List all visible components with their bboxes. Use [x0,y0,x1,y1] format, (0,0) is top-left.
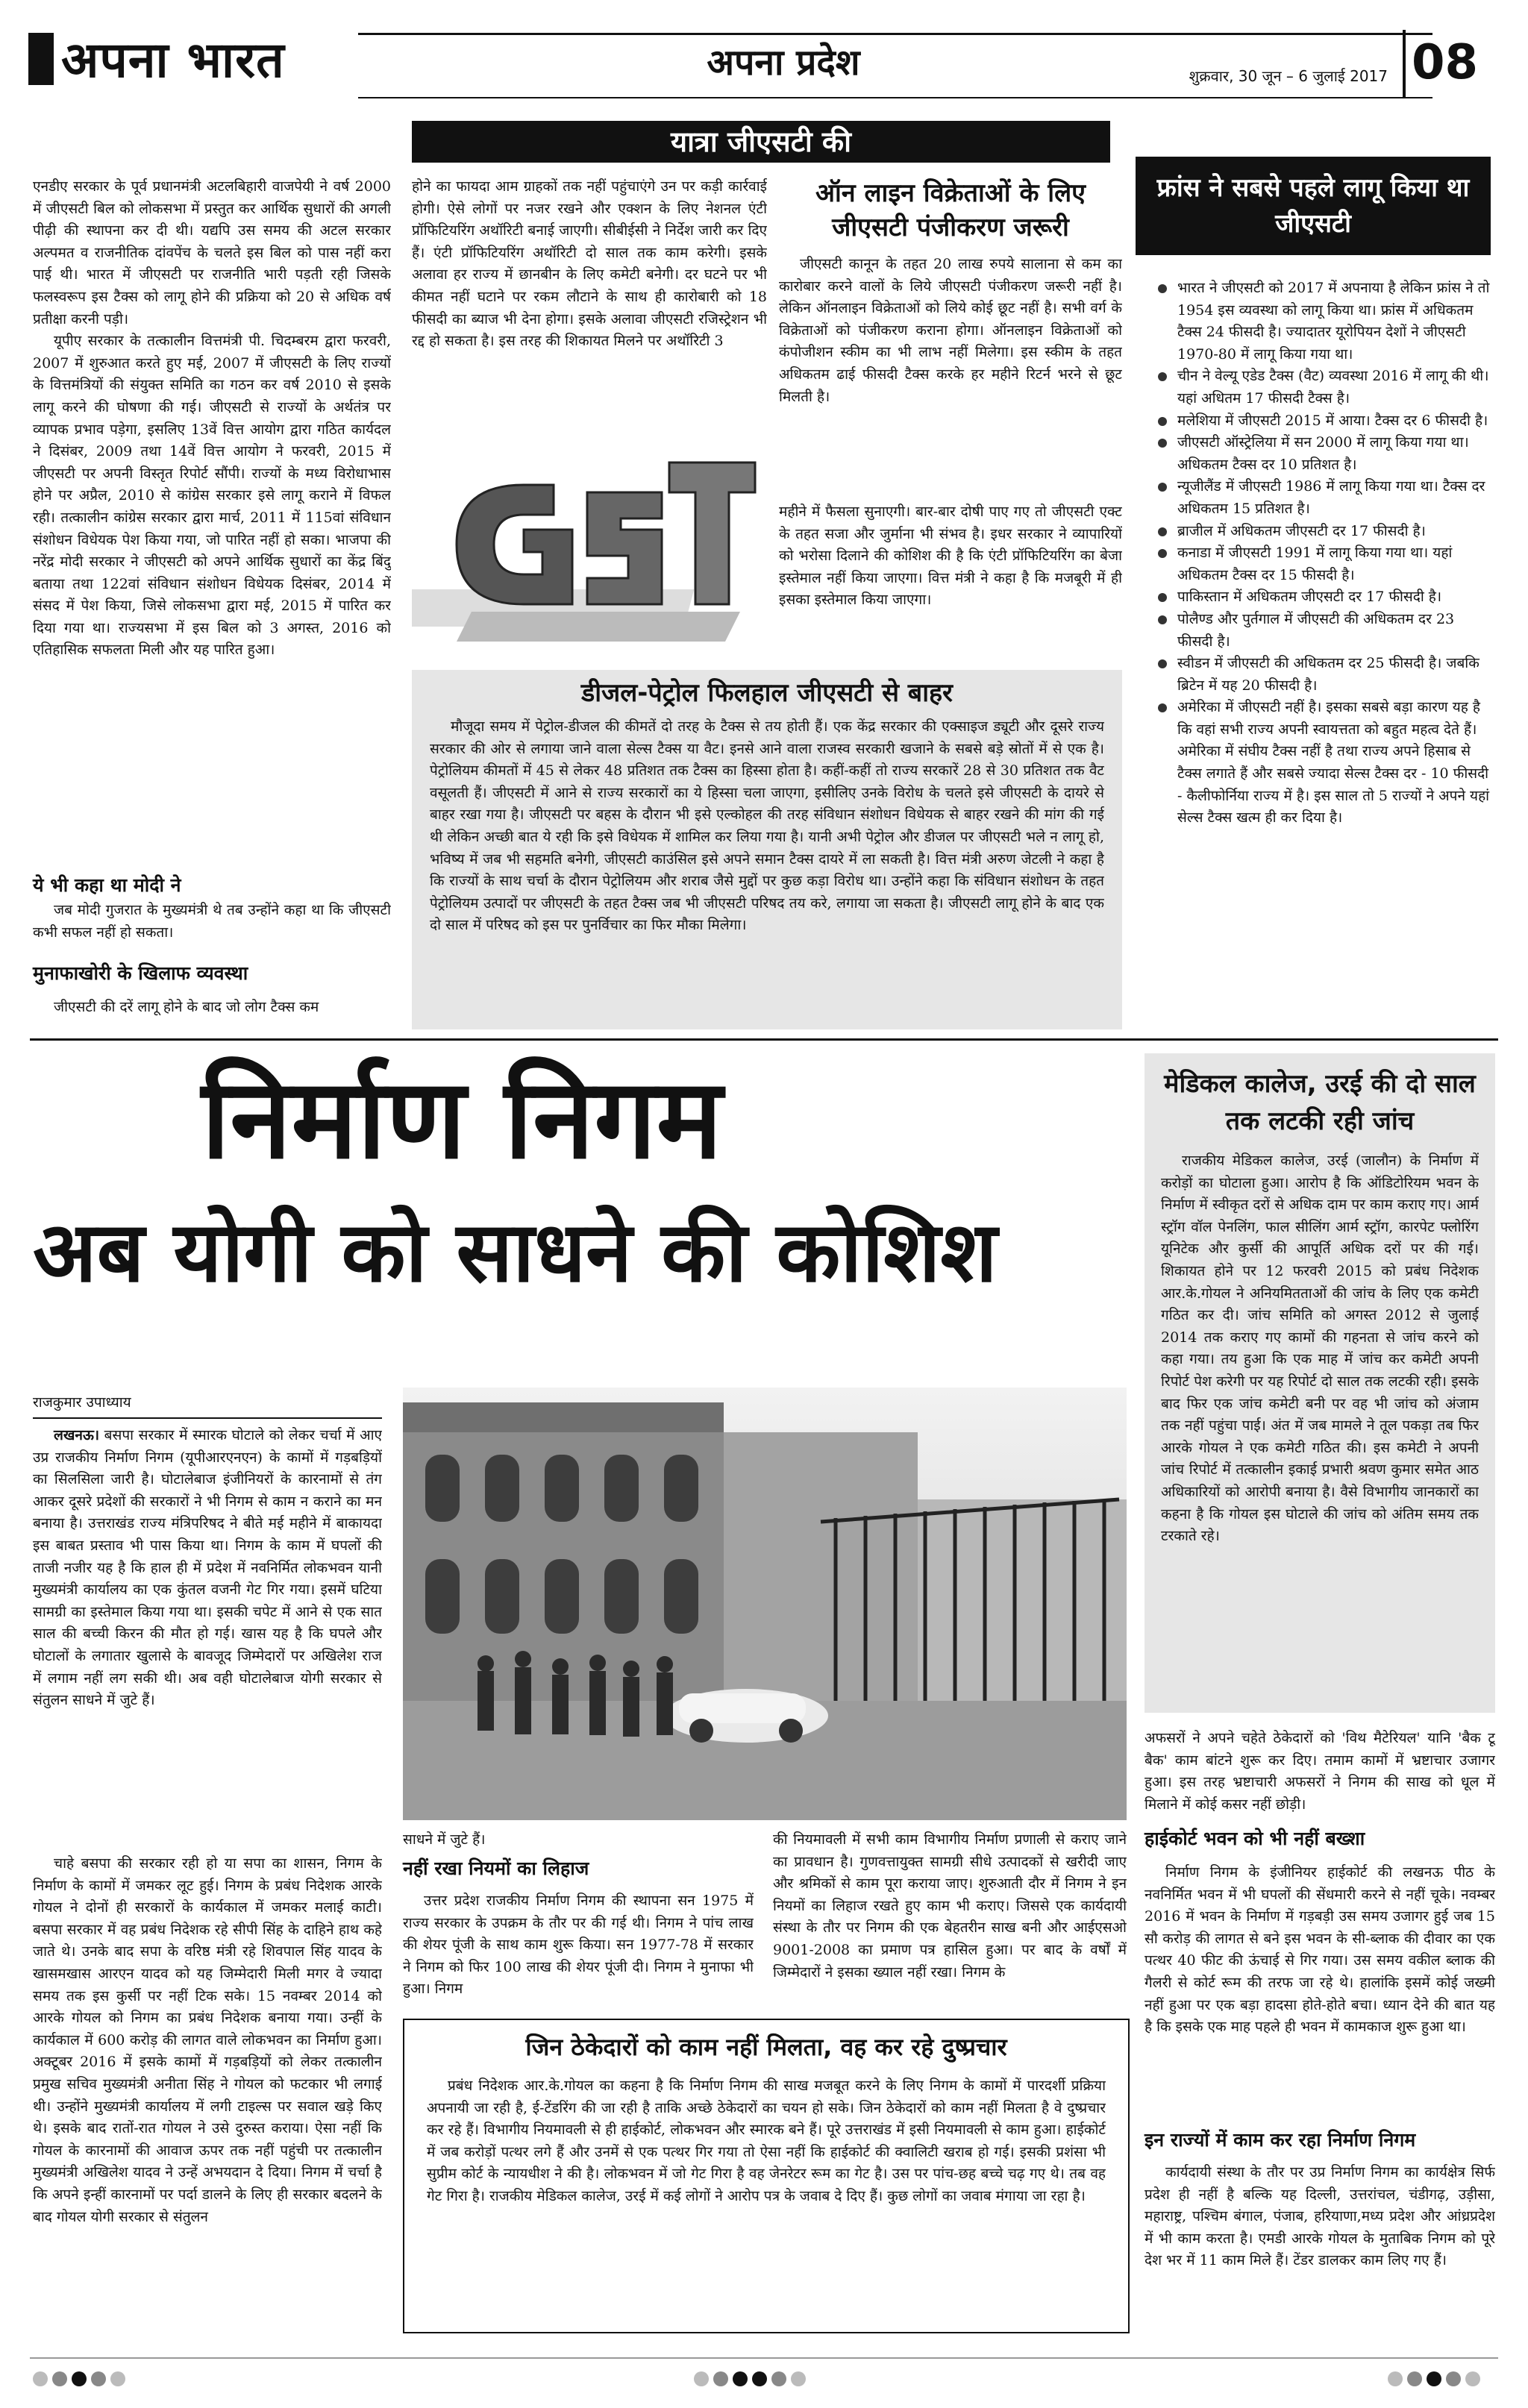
main-headline-1: निर्माण निगम [201,1055,723,1183]
online-sellers-text: जीएसटी कानून के तहत 20 लाख रुपये सालाना से कम का कारोबार करने वालों के लिये जीएसटी पंजीकरण जरूरी नहीं है। लेकिन ऑनलाइन विक्रेताओं को लिये कोई छूट नहीं है। सभी वर्ग के विक्रेताओं को पंजीकरण कराना होगा। ऑनलाइन विक्रेताओं को कंपोजीशन स्कीम का भी लाभ नहीं मिलेगा। इस स्कीम के तहत अधिकतम ढाई फीसदी टैक्स करके हर महीने रिटर्न भरने से छूट मिलती है। [779,256,1122,405]
nirman-lede [33,1425,382,1850]
footer-dots-center [694,2371,810,2386]
gst-para-1: एनडीए सरकार के पूर्व प्रधानमंत्री अटलबिहारी वाजपेयी ने वर्ष 2000 में जीएसटी बिल को लोकसभा में प्रस्तुत कर आर्थिक सुधारों की अगली पीढ़ी की स्थापना कर दी थी। यद्यपि उस समय की अटल सरकार अल्पमत व राजनीतिक दांवपेंच के चलते इस बिल को पास नहीं करा पाई थी। भारत में जीएसटी पर राजनीति भारी पड़ती रही जिसके फलस्वरूप इस टैक्स को लागू होने की प्रक्रिया को 20 से अधिक वर्ष प्रतीक्षा करनी पड़ी। [33,178,391,327]
france-headline-box [1136,157,1491,255]
footer-dots-left [33,2371,130,2386]
contractors-headline: जिन ठेकेदारों को काम नहीं मिलता, वह कर रहे दुष्प्रचार [525,2033,1007,2061]
list-item: मलेशिया में जीएसटी 2015 में आया। टैक्स दर 6 फीसदी है। [1155,410,1491,433]
list-item: अमेरिका में जीएसटी नहीं है। इसका सबसे बड़ा कारण यह है कि वहां सभी राज्य अपनी स्वायत्तता को बहुत महत्व देते हैं। अमेरिका में संघीय टैक्स नहीं है तथा राज्य अपने हिसाब से टैक्स लगाते हैं और सबसे ज्यादा सेल्स टैक्स दर - 10 फीसदी - कैलीफोर्निया राज्य में है। इस साल तो 5 राज्यों ने अपने यहां सेल्स टैक्स खत्म ही कर दिया है। [1155,697,1491,830]
profiteering-text: जीएसटी की दरें लागू होने के बाद जो लोग टैक्स कम [54,999,319,1015]
masthead-rule [358,33,1432,35]
right-col-cont: अफसरों ने अपने चहेते ठेकेदारों को 'विथ मैटेरियल' यानि 'बैक टू बैक' काम बांटने शुरू कर दिए। तमाम कामों में भ्रष्टाचार उजागर हुआ। इस तरह भ्रष्टाचारी अफसरों ने निगम की साख को धूल में मिलाने में कोई कसर नहीं छोड़ी। [1145,1730,1495,1813]
lede-text: बसपा सरकार में स्मारक घोटाले को लेकर चर्चा में आए उप्र राजकीय निर्माण निगम (यूपीआरएनएन) के कामों में गड़बड़ियों का सिलसिला जारी है। घोटालेबाज इंजीनियरों के कारनामों से तंग आकर दूसरे प्रदेशों की सरकारों ने भी निगम से काम न कराने का मन बनाया है। उत्तराखंड राज्य मंत्रिपरिषद ने बीते मई महीने में बाकायदा इस बाबत प्रस्ताव भी पास किया था। निगम के काम में घपलों की ताजी नजीर यह है कि हाल ही में प्रदेश में नवनिर्मित लोकभवन यानी मुख्यमंत्री कार्यालय का एक कुंतल वजनी गेट गिर गया। इसमें घटिया सामग्री का इस्तेमाल किया गया था। इसकी चपेट में आने से एक सात साल की बच्ची किरन की मौत हो गई। खास यह है कि घपले और घोटालों के लगातार खुलासे के बावजूद जिम्मेदारों पर अखिलेश राज में लगाम नहीं लग सकी थी। अब वही घोटालेबाज योगी सरकार से संतुलन साधने में जुटे हैं। [33,1427,382,1709]
rules-text: उत्तर प्रदेश राजकीय निर्माण निगम की स्थापना सन 1975 में राज्य सरकार के उपक्रम के तौर पर की गई थी। निगम ने पांच लाख की शेयर पूंजी के साथ काम शुरू किया। सन 1977-78 में सरकार ने निगम को फिर 100 लाख की शेयर पूंजी दी। निगम ने मुनाफा भी हुआ। निगम [403,1893,754,1998]
byline-rule [33,1417,382,1419]
footer-rule [30,2357,1498,2359]
page-number-divider [1403,30,1406,98]
highcourt-text: निर्माण निगम के इंजीनियर हाईकोर्ट की लखनऊ पीठ के नवनिर्मित भवन में भी घपलों की सेंधमारी करने से नहीं चूके। नवम्बर 2016 में भवन के निर्माण में गड़बड़ी उस समय उजागर हुई जब 15 सौ करोड़ की लागत से बने इस भवन के सी-ब्लाक की दीवार का एक पत्थर 40 फीट की ऊंचाई से गिर गया। उस समय वकील ब्लाक की गैलरी से कोर्ट रूम की तरफ जा रहे थे। हालांकि इसमें कोई जख्मी नहीं हुआ पर एक बड़ा हादसा होते-होते बचा। ध्यान देने की बात यह है कि इसके एक माह पहले ही भवन में कामकाज शुरू हुआ था। [1145,1864,1495,2036]
list-item: चीन ने वेल्यू एडेड टैक्स (वैट) व्यवस्था 2016 में लागू की थी। यहां अधितम 17 फीसदी टैक्स है। [1155,366,1491,410]
list-item: पाकिस्तान में अधिकतम जीएसटी दर 17 फीसदी है। [1155,586,1491,609]
states-subhead: इन राज्यों में काम कर रहा निर्माण निगम [1145,2129,1416,2151]
gst-para-2: यूपीए सरकार के तत्कालीन वित्तमंत्री पी. चिदम्बरम द्वारा फरवरी, 2007 में शुरुआत करते हुए मई, 2007 में जीएसटी के लिए राज्यों के वित्तमंत्रियों की संयुक्त समिति का गठन कर वर्ष 2010 से इसके लागू करने की घोषणा की गई। जीएसटी से राज्यों के अर्थतंत्र पर व्यापक प्रभाव पड़ेगा, इसलिए 13वें वित्त आयोग द्वारा गठित कार्यदल ने दिसंबर, 2009 तथा 14वें वित्त आयोग ने फरवरी, 2015 में जीएसटी पर अपनी विस्तृत रिपोर्ट सौंपी। राज्यों के मध्य विरोधाभास होने पर अप्रैल, 2010 से कांग्रेस सरकार इसे लागू कराने में विफल रही। तत्कालीन कांग्रेस सरकार द्वारा मार्च, 2011 में 115वां संविधान संशोधन विधेयक पेश किया गया, जो पारित नहीं हो सका। भाजपा की नरेंद्र मोदी सरकार ने जीएसटी को अपने आर्थिक सुधारों का केंद्र बिंदु बताया तथा 122वां संविधान संशोधन विधेयक दिसंबर, 2014 में संसद में पेश किया, जिसे लोकसभा द्वारा मई, 2015 में पारित कर दिया गया था। राज्यसभा में इस बिल को 3 अगस्त, 2016 को एतिहासिक सफलता मिली और यह पारित हुआ। [33,333,391,659]
list-item: पोलैण्ड और पुर्तगाल में जीएसटी की अधिकतम दर 23 फीसदी है। [1155,609,1491,653]
lokbhavan-collapsed-gate-photo [403,1388,1127,1820]
section-title: अपना प्रदेश [707,42,860,84]
france-headline: फ्रांस ने सबसे पहले लागू किया था जीएसटी [1156,173,1470,239]
list-item: भारत ने जीएसटी को 2017 में अपनाया है लेकिन फ्रांस ने तो 1954 इस व्यवस्था को लागू किया था। फ्रांस में अधिकतम टैक्स 24 फीसदी है। ज्यादातर यूरोपियन देशों ने जीएसटी 1970-80 में लागू किया गया था। [1155,278,1491,366]
contractors-box [403,2019,1130,2333]
nirman-col1-cont: चाहे बसपा की सरकार रही हो या सपा का शासन, निगम के निर्माण के कामों में जमकर लूट हुई। निगम के प्रबंध निदेशक आरके गोयल ने दोनों ही सरकारों के कार्यकाल में जमकर मलाई काटी। बसपा सरकार में वह प्रबंध निदेशक रहे सीपी सिंह के दाहिने हाथ कहे जाते थे। उनके बाद सपा के वरिष्ठ मंत्री रहे शिवपाल सिंह यादव के खासमखास आरएन यादव को यह जिम्मेदारी मिली मगर वे ज्यादा समय तक इस कुर्सी पर नहीं टिक सके। 15 नवम्बर 2014 को आरके गोयल को निगम का प्रबंध निदेशक बनाया गया। उन्हीं के कार्यकाल में 600 करोड़ की लागत वाले लोकभवन का निर्माण हुआ। अक्टूबर 2016 में इसके कामों में गड़बड़ियों को लेकर तत्कालीन प्रमुख सचिव मुख्यमंत्री अनीता सिंह ने गोयल को फटकार भी लगाई थी। उन्होंने मुख्यमंत्री कार्यालय में लगी टाइल्स पर सवाल खड़े किए थे। इसके बाद रातों-रात गोयल ने उसे दुरुस्त कराया। ऐसा नहीं कि गोयल के कारनामों की आवाज ऊपर तक नहीं पहुंची पर तत्कालीन मुख्यमंत्री अखिलेश यादव ने उन्हें अभयदान दे दिया। निगम में चर्चा है कि अपने इन्हीं कारनामों पर पर्दा डालने के लिए ही सरकार बदलने के बाद गोयल योगी सरकार से संतुलन [33,1855,382,2225]
rules-subhead: नहीं रखा नियमों का लिहाज [403,1857,589,1879]
diesel-box [412,670,1122,1029]
gst-col1 [33,176,391,862]
gst-countries-list [1155,278,1491,1023]
issue-date: शुक्रवार, 30 जून – 6 जुलाई 2017 [1189,67,1388,85]
diesel-headline: डीजल-पेट्रोल फिलहाल जीएसटी से बाहर [581,678,953,708]
logo-text: अपना भारत [61,31,285,89]
gst-block-letters-illustration [412,418,763,664]
medical-college-text: राजकीय मेडिकल कालेज, उरई (जालौन) के निर्माण में करोड़ों का घोटाला हुआ। आरोप है कि ऑडिटोरियम भवन के निर्माण में स्वीकृत दरों से अधिक दाम पर काम कराए गए। आर्म स्ट्रॉग वॉल पेनलिंग, फाल सीलिंग आर्म स्ट्रॉग, कारपेट फ्लोरिंग यूनिटेक और कुर्सी की आपूर्ति अधिक दरों पर की गई। शिकायत होने पर 12 फरवरी 2015 को प्रबंध निदेशक आर.के.गोयल ने अनियमितताओं की जांच के लिए एक कमेटी गठित कर दी। जांच समिति को अगस्त 2012 से जुलाई 2014 तक कराए गए कामों की गहनता से जांच करने को कहा गया। तय हुआ कि एक माह में जांच कर कमेटी अपनी रिपोर्ट पेश करेगी पर यह रिपोर्ट दो साल तक लटकी रही। इसके बाद फिर एक जांच कमेटी बनी पर वह भी जांच को अंजाम तक नहीं पहुंचा पाई। अंत में जब मामले ने तूल पकड़ा तब फिर आरके गोयल ने एक कमेटी गठित की। इस कमेटी ने अपनी जांच रिपोर्ट में तत्कालीन इकाई प्रभारी श्रवण कुमार समेत आठ अधिकारियों को आरोपी बनाया है। वैसे विभागीय जानकारों का कहना है कि गोयल इस घोटाले की जांच को अंतिम समय तक टरकाते रहे। [1161,1153,1479,1545]
list-item: न्यूजीलैंड में जीएसटी 1986 में लागू किया गया था। टैक्स दर अधिकतम 15 प्रतिशत है। [1155,476,1491,520]
footer-dots-right [1388,2371,1485,2386]
highcourt-subhead: हाईकोर्ट भवन को भी नहीं बख्शा [1145,1828,1365,1849]
diesel-text: मौजूदा समय में पेट्रोल-डीजल की कीमतें दो तरह के टैक्स से तय होती हैं। एक केंद्र सरकार की एक्साइज ड्यूटी और दूसरे राज्य सरकार की ओर से लगाया जाने वाला सेल्स टैक्स या वैट। इनसे आने वाला राजस्व सरकारी खजाने के सबसे बड़े स्रोतों में से एक है। पेट्रोलियम कीमतों में 45 से लेकर 48 प्रतिशत तक टैक्स का हिस्सा होता है। कहीं-कहीं तो राज्य सरकारें 28 से 30 प्रतिशत तक वैट वसूलती हैं। जीएसटी में आने से राज्य सरकारों का ये हिस्सा चला जाएगा, इसीलिए उनके विरोध के चलते इसे जीएसटी के दायरे से बाहर रखा गया है। जीएसटी पर बहस के दौरान भी इसे एल्कोहल की तरह संविधान संशोधन विधेयक से बाहर रखने की मांग की गई थी लेकिन अच्छी बात ये रही कि इसे विधेयक में शामिल कर लिया गया है। यानी अभी पेट्रोल और डीजल पर जीएसटी भले न लागू हो, भविष्य में जब भी सहमति बनेगी, जीएसटी काउंसिल इसे अपने समान टैक्स दायरे में ला सकती है। वित्त मंत्री अरुण जेटली ने कहा है कि राज्यों के साथ चर्चा के दौरान पेट्रोलियम और शराब जैसे मुद्दों पर कुछ कड़ा विरोध था। उन्होंने कहा कि संविधान संशोधन के तहत पेट्रोलियम उत्पादों पर जीएसटी के तहत टैक्स जब भी जीएसटी परिषद तय करे, लगाया जा सकता है। जीएसटी लागू होने के बाद एक दो साल में परिषद को इस पर पुनर्विचार का फिर मौका मिलेगा। [430,718,1104,934]
masthead-rule-bottom [358,97,1432,98]
dateline: लखनऊ। [54,1427,100,1443]
list-item: ब्राजील में अधिकतम जीएसटी दर 17 फीसदी है। [1155,521,1491,543]
gst-col2: होने का फायदा आम ग्राहकों तक नहीं पहुंचाएंगे उन पर कड़ी कार्रवाई होगी। ऐसे लोगों पर नजर रखने और एक्शन के लिए नेशनल एंटी प्रॉफिटियरिंग अथॉरिटी बनाई जाएगी। सीबीईसी ने निर्देश जारी कर दिए हैं। एंटी प्रॉफिटियरिंग अथॉरिटी दो साल तक काम करेगी। इसके अलावा हर राज्य में छानबीन के लिए कमेटी बनेगी। दर घटने पर भी कीमत नहीं घटाने पर रकम लौटाने के साथ ही कारोबारी को 18 फीसदी का ब्याज भी देना होगा। इसके अलावा जीएसटी रजिस्ट्रेशन भी रद्द हो सकता है। इस तरह की शिकायत मिलने पर अथॉरिटी 3 [412,178,767,350]
medical-college-box [1145,1053,1495,1713]
modi-text: जब मोदी गुजरात के मुख्यमंत्री थे तब उन्होंने कहा था कि जीएसटी कभी सफल नहीं हो सकता। [33,902,391,941]
list-item: जीएसटी ऑस्ट्रेलिया में सन 2000 में लागू किया गया था। अधिकतम टैक्स दर 10 प्रतिशत है। [1155,432,1491,476]
page-number: 08 [1412,35,1479,90]
online-sellers-box [779,176,1122,489]
nirman-mid-start: साधने में जुटे हैं। [403,1831,486,1848]
section-divider [30,1038,1498,1041]
medical-college-headline: मेडिकल कालेज, उरई की दो साल तक लटकी रही जांच [1164,1069,1476,1136]
modi-subhead: ये भी कहा था मोदी ने [33,874,181,896]
list-item: कनाडा में जीएसटी 1991 में लागू किया गया था। यहां अधिकतम टैक्स दर 15 फीसदी है। [1155,542,1491,586]
online-sellers-cont: महीने में फैसला सुनाएगी। बार-बार दोषी पाए गए तो जीएसटी एक्ट के तहत सजा और जुर्माना भी संभव है। इधर सरकार ने व्यापारियों को भरोसा दिलाने की कोशिश की है कि एंटी प्रॉफिटियरिंग का बेजा इस्तेमाल नहीं किया जाएगा। वित्त मंत्री ने कहा है कि मजबूरी में ही इसका इस्तेमाल किया जाएगा। [779,504,1122,609]
gst-banner [412,121,1110,163]
list-item: स्वीडन में जीएसटी की अधिकतम दर 25 फीसदी है। जबकि ब्रिटेन में यह 20 फीसदी है। [1155,653,1491,697]
contractors-text: प्रबंध निदेशक आर.के.गोयल का कहना है कि निर्माण निगम की साख मजबूत करने के लिए निगम के कामों में पारदर्शी प्रक्रिया अपनायी जा रही है, ई-टेंडरिंग की जा रही है ताकि अच्छे ठेकेदारों का चयन हो सके। जिन ठेकेदारों को काम नहीं मिलता है वे दुष्प्रचार कर रहे हैं। विभागीय नियमावली से ही हाईकोर्ट, लोकभवन और स्मारक बने हैं। पूरे उत्तराखंड में इसी नियमावली से काम हुआ। हाईकोर्ट में जब करोड़ों पत्थर लगे हैं और उनमें से एक पत्थर गिर गया तो ऐसा नहीं कि हाईकोर्ट की क्वालिटी खराब हो गई। इसकी प्रशंसा भी सुप्रीम कोर्ट के न्यायधीश ने की है। लोकभवन में जो गेट गिरा है वह जेनरेटर रूम का गेट है। उस पर पांच-छह बच्चे चढ़ गए थे। तब वह गेट गिरा है। राजकीय मेडिकल कालेज, उरई में कई लोगों ने आरोप पत्र के जवाब दे दिए हैं। कुछ लोगों का जवाब मंगाया जा रहा है। [427,2078,1106,2204]
states-text: कार्यदायी संस्था के तौर पर उप्र निर्माण निगम का कार्यक्षेत्र सिर्फ प्रदेश ही नहीं है बल्कि यह दिल्ली, उत्तरांचल, चंडीगढ़, उड़ीसा, महाराष्ट्र, पश्चिम बंगाल, पंजाब, हरियाणा,मध्य प्रदेश और आंध्रप्रदेश में भी काम करता है। एमडी आरके गोयल के मुताबिक निगम को पूरे देश भर में 11 काम मिले हैं। टेंडर डालकर काम लिए गए हैं। [1145,2164,1495,2269]
byline: राजकुमार उपाध्याय [33,1394,131,1411]
gst-banner-title: यात्रा जीएसटी की [671,125,851,158]
masthead-logo [28,28,357,95]
online-sellers-headline: ऑन लाइन विक्रेताओं के लिए जीएसटी पंजीकरण जरूरी [815,178,1086,242]
profiteering-subhead: मुनाफाखोरी के खिलाफ व्यवस्था [33,962,248,984]
main-headline-2: अब योगी को साधने की कोशिश [33,1204,998,1301]
rules-text-cont: की नियमावली में सभी काम विभागीय निर्माण प्रणाली से कराए जाने का प्रावधान है। गुणवत्तायुक्त सामग्री सीधे उत्पादकों से खरीदी जाए और श्रमिकों से काम पूरा कराया जाए। शुरुआती दौर में निगम ने इन नियमों का लिहाज रखते हुए काम भी कराए। जिससे एक कार्यदायी संस्था के तौर पर निगम की एक बेहतरीन साख बनी और आईएसओ 9001-2008 का प्रमाण पत्र हासिल हुआ। पर बाद के वर्षों में जिम्मेदारों ने इसका ख्याल नहीं रखा। निगम के [773,1831,1127,1981]
